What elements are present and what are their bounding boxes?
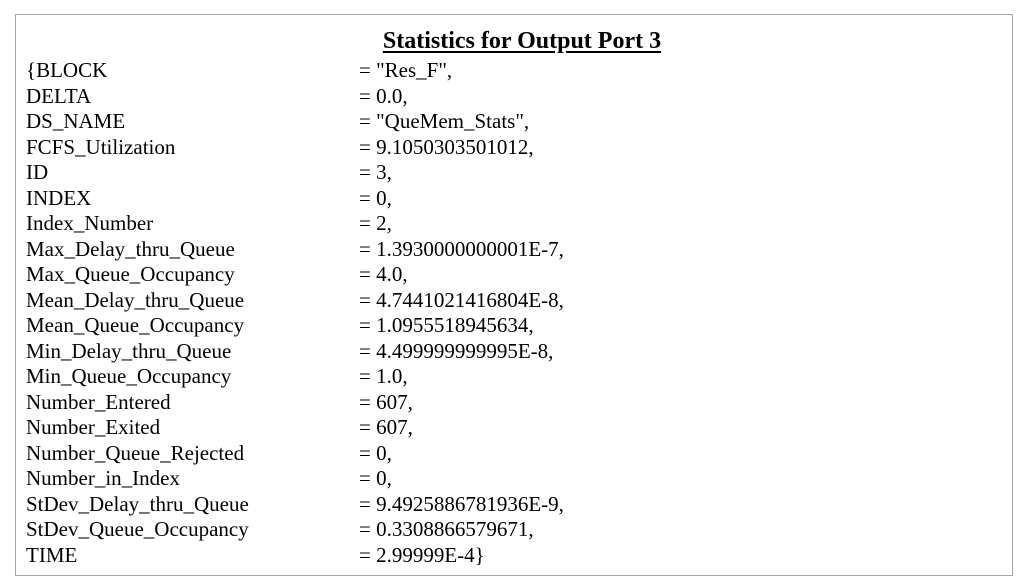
stat-key: FCFS_Utilization [26, 134, 176, 159]
stat-row [26, 211, 926, 237]
stat-row [26, 492, 926, 518]
stat-key: ID [26, 160, 49, 184]
statistics-list [26, 58, 926, 568]
stat-value: = 2, [359, 211, 392, 235]
stat-row [26, 415, 926, 441]
stat-key: TIME [26, 542, 78, 567]
stat-row [26, 160, 926, 186]
stat-value: = 607, [359, 389, 413, 414]
stat-row [26, 543, 926, 569]
stat-value: = 4.499999999995E-8, [359, 338, 554, 363]
stat-row [26, 466, 926, 492]
stat-value: = 9.4925886781936E-9, [359, 491, 564, 516]
stat-value: = 0, [359, 440, 392, 465]
stat-row [26, 58, 926, 84]
stat-row [26, 135, 926, 161]
stat-value: = 0.0, [359, 83, 408, 108]
stat-value: = 0, [359, 185, 392, 210]
stat-row [26, 441, 926, 467]
stat-key: Mean_Queue_Occupancy [26, 313, 245, 337]
stat-row [26, 339, 926, 365]
stat-row [26, 364, 926, 390]
stat-row [26, 237, 926, 263]
stat-value: = 1.0, [359, 364, 408, 388]
stat-key: {BLOCK [26, 58, 108, 82]
stat-row [26, 84, 926, 110]
stat-key: Min_Queue_Occupancy [26, 364, 232, 388]
stat-value: = "Res_F", [359, 58, 453, 82]
stat-value: = 607, [359, 415, 413, 439]
stat-key: Min_Delay_thru_Queue [26, 338, 232, 363]
stat-key: StDev_Queue_Occupancy [26, 517, 249, 541]
stat-value: = 0, [359, 466, 392, 490]
stat-key: INDEX [26, 185, 92, 210]
stat-value: = 9.1050303501012, [359, 134, 534, 159]
stat-key: Max_Delay_thru_Queue [26, 236, 235, 261]
stat-value: = 0.3308866579671, [359, 517, 534, 541]
stat-key: Index_Number [26, 211, 154, 235]
stat-row [26, 109, 926, 135]
stat-row [26, 262, 926, 288]
stat-value: = 3, [359, 160, 392, 184]
stat-key: Number_Exited [26, 415, 161, 439]
stat-key: Max_Queue_Occupancy [26, 262, 235, 286]
stat-key: Number_in_Index [26, 466, 180, 490]
stat-key: StDev_Delay_thru_Queue [26, 491, 249, 516]
stat-row [26, 288, 926, 314]
stat-value: = 1.0955518945634, [359, 313, 534, 337]
stat-key: DS_NAME [26, 109, 126, 133]
stat-value: = 2.99999E-4} [359, 542, 485, 567]
stat-row [26, 313, 926, 339]
stat-value: = "QueMem_Stats", [359, 109, 530, 133]
stat-key: Number_Queue_Rejected [26, 440, 245, 465]
stat-row [26, 390, 926, 416]
stat-value: = 1.3930000000001E-7, [359, 236, 564, 261]
stat-key: Mean_Delay_thru_Queue [26, 287, 245, 312]
stat-row [26, 186, 926, 212]
stat-key: Number_Entered [26, 389, 171, 414]
stat-value: = 4.0, [359, 262, 408, 286]
document-title: Statistics for Output Port 3 [382, 28, 662, 54]
stat-row [26, 517, 926, 543]
stat-value: = 4.7441021416804E-8, [359, 287, 564, 312]
stat-key: DELTA [26, 83, 92, 108]
